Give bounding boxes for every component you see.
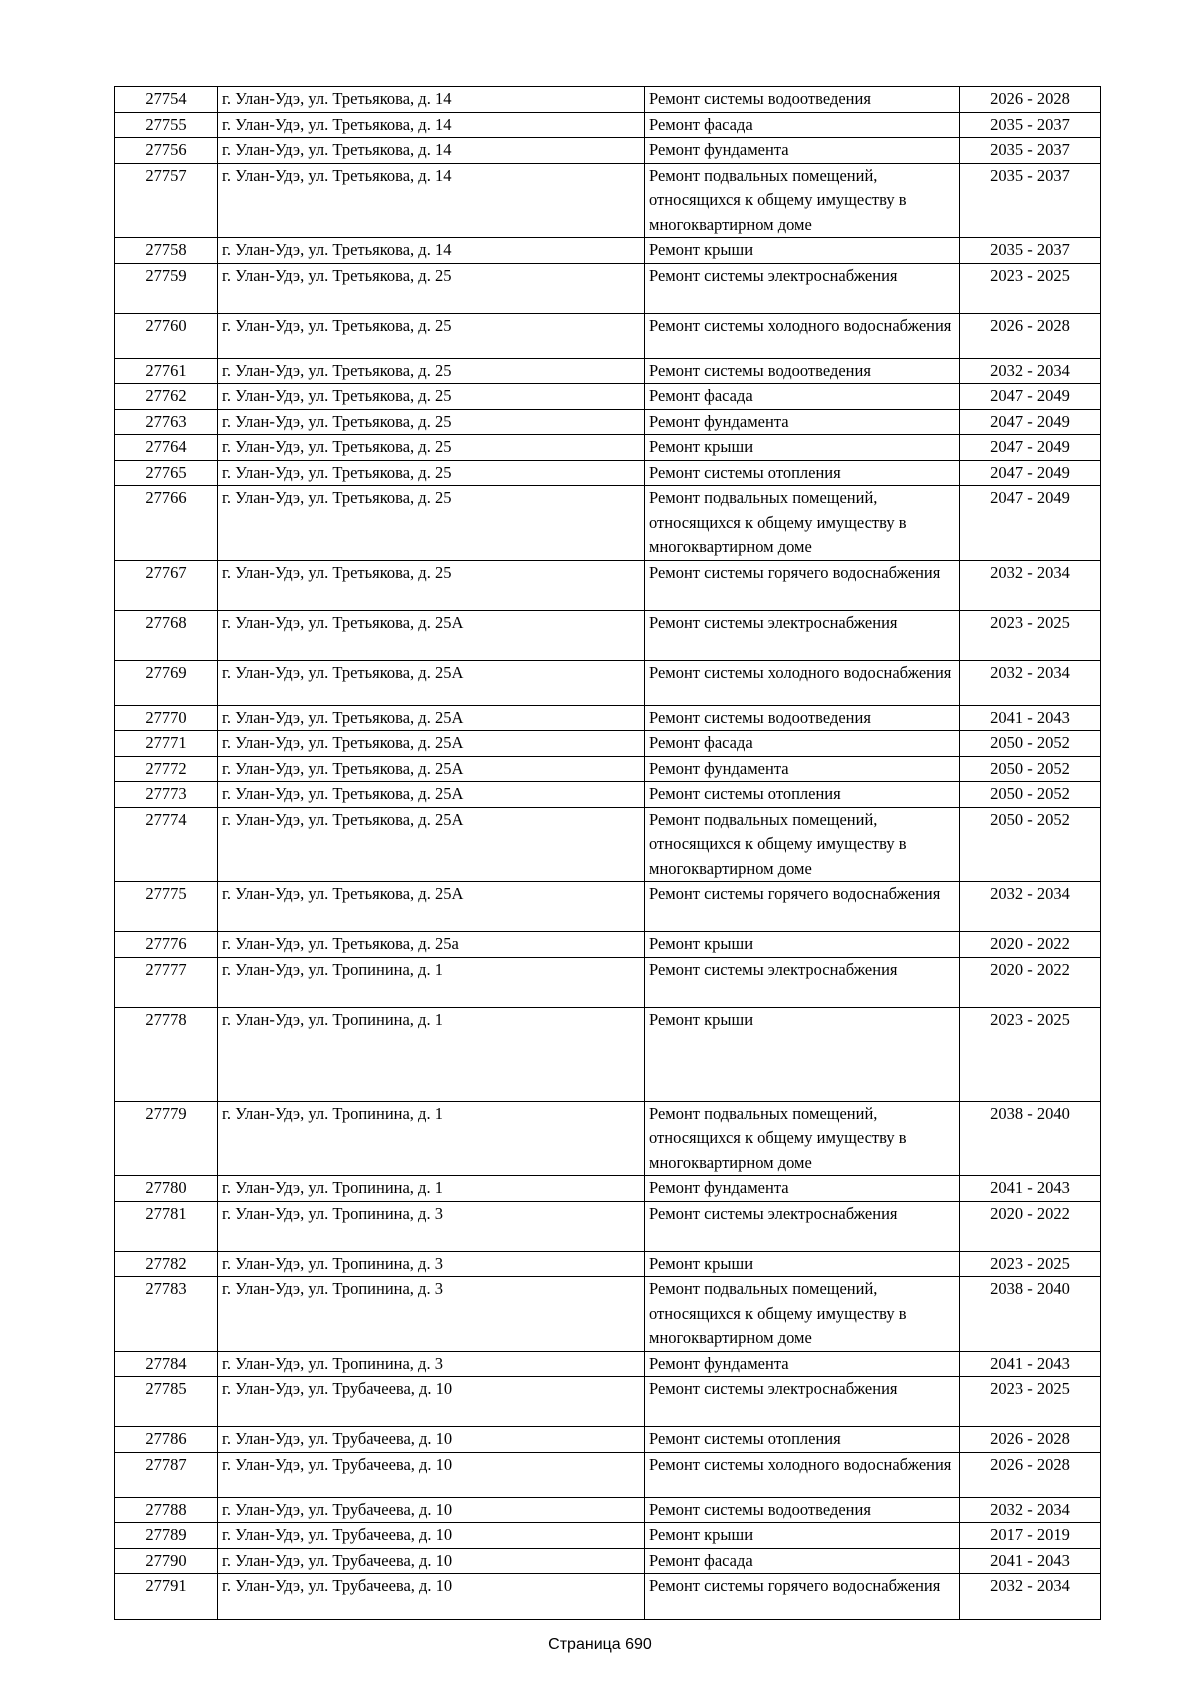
- row-work-type: Ремонт фундамента: [645, 756, 960, 782]
- table-row: [115, 560, 1101, 610]
- row-address: г. Улан-Удэ, ул. Третьякова, д. 25А: [218, 705, 645, 731]
- row-years: 2032 - 2034: [960, 560, 1101, 610]
- row-number: 27755: [115, 112, 218, 138]
- row-address: г. Улан-Удэ, ул. Третьякова, д. 25: [218, 486, 645, 561]
- row-years: 2035 - 2037: [960, 238, 1101, 264]
- row-number: 27762: [115, 384, 218, 410]
- row-work-type: Ремонт подвальных помещений, относящихся к общему имуществу в многоквартирном доме: [645, 1101, 960, 1176]
- row-work-type: Ремонт системы электроснабжения: [645, 610, 960, 660]
- row-work-type: Ремонт системы горячего водоснабжения: [645, 1574, 960, 1620]
- table-row: [115, 358, 1101, 384]
- row-number: 27761: [115, 358, 218, 384]
- row-work-type: Ремонт системы отопления: [645, 1427, 960, 1453]
- row-work-type: Ремонт фасада: [645, 384, 960, 410]
- table-row: [115, 932, 1101, 958]
- row-years: 2023 - 2025: [960, 610, 1101, 660]
- row-address: г. Улан-Удэ, ул. Третьякова, д. 14: [218, 112, 645, 138]
- row-work-type: Ремонт системы отопления: [645, 782, 960, 808]
- page-number: Страница 690: [548, 1636, 652, 1653]
- row-address: г. Улан-Удэ, ул. Третьякова, д. 25: [218, 409, 645, 435]
- row-number: 27784: [115, 1351, 218, 1377]
- row-address: г. Улан-Удэ, ул. Третьякова, д. 25А: [218, 807, 645, 882]
- row-number: 27785: [115, 1377, 218, 1427]
- row-years: 2017 - 2019: [960, 1523, 1101, 1549]
- row-work-type: Ремонт системы холодного водоснабжения: [645, 1452, 960, 1497]
- table-row: [115, 1251, 1101, 1277]
- row-work-type: Ремонт крыши: [645, 932, 960, 958]
- row-number: 27778: [115, 1007, 218, 1101]
- table-row: [115, 409, 1101, 435]
- row-number: 27791: [115, 1574, 218, 1620]
- row-number: 27775: [115, 882, 218, 932]
- table-row: [115, 313, 1101, 358]
- row-address: г. Улан-Удэ, ул. Третьякова, д. 25а: [218, 932, 645, 958]
- row-address: г. Улан-Удэ, ул. Третьякова, д. 25: [218, 560, 645, 610]
- table-row: [115, 882, 1101, 932]
- row-address: г. Улан-Удэ, ул. Третьякова, д. 25А: [218, 731, 645, 757]
- table-row: [115, 1351, 1101, 1377]
- row-address: г. Улан-Удэ, ул. Тропинина, д. 3: [218, 1251, 645, 1277]
- row-address: г. Улан-Удэ, ул. Трубачеева, д. 10: [218, 1377, 645, 1427]
- table-row: [115, 1548, 1101, 1574]
- row-years: 2020 - 2022: [960, 932, 1101, 958]
- row-years: 2026 - 2028: [960, 1452, 1101, 1497]
- row-address: г. Улан-Удэ, ул. Тропинина, д. 3: [218, 1351, 645, 1377]
- row-address: г. Улан-Удэ, ул. Третьякова, д. 14: [218, 238, 645, 264]
- row-number: 27787: [115, 1452, 218, 1497]
- row-work-type: Ремонт системы водоотведения: [645, 358, 960, 384]
- row-years: 2047 - 2049: [960, 384, 1101, 410]
- row-address: г. Улан-Удэ, ул. Третьякова, д. 25А: [218, 782, 645, 808]
- row-years: 2050 - 2052: [960, 807, 1101, 882]
- row-years: 2023 - 2025: [960, 1251, 1101, 1277]
- row-years: 2023 - 2025: [960, 263, 1101, 313]
- table-row: [115, 1007, 1101, 1101]
- table-row: [115, 756, 1101, 782]
- row-number: 27788: [115, 1497, 218, 1523]
- row-work-type: Ремонт системы горячего водоснабжения: [645, 882, 960, 932]
- row-years: 2041 - 2043: [960, 1548, 1101, 1574]
- row-number: 27769: [115, 660, 218, 705]
- row-work-type: Ремонт системы холодного водоснабжения: [645, 660, 960, 705]
- row-work-type: Ремонт фасада: [645, 1548, 960, 1574]
- row-address: г. Улан-Удэ, ул. Трубачеева, д. 10: [218, 1548, 645, 1574]
- row-address: г. Улан-Удэ, ул. Тропинина, д. 1: [218, 1176, 645, 1202]
- row-number: 27763: [115, 409, 218, 435]
- row-number: 27757: [115, 163, 218, 238]
- table-row: [115, 1277, 1101, 1352]
- table-row: [115, 1101, 1101, 1176]
- row-number: 27759: [115, 263, 218, 313]
- table-row: [115, 1176, 1101, 1202]
- row-number: 27773: [115, 782, 218, 808]
- table-row: [115, 957, 1101, 1007]
- row-address: г. Улан-Удэ, ул. Третьякова, д. 14: [218, 163, 645, 238]
- row-address: г. Улан-Удэ, ул. Третьякова, д. 25: [218, 358, 645, 384]
- row-years: 2020 - 2022: [960, 957, 1101, 1007]
- row-address: г. Улан-Удэ, ул. Трубачеева, д. 10: [218, 1497, 645, 1523]
- row-number: 27770: [115, 705, 218, 731]
- row-years: 2041 - 2043: [960, 1351, 1101, 1377]
- row-number: 27774: [115, 807, 218, 882]
- row-years: 2032 - 2034: [960, 358, 1101, 384]
- row-years: 2041 - 2043: [960, 705, 1101, 731]
- row-years: 2047 - 2049: [960, 435, 1101, 461]
- table-row: [115, 1523, 1101, 1549]
- row-work-type: Ремонт системы электроснабжения: [645, 1201, 960, 1251]
- row-work-type: Ремонт фундамента: [645, 409, 960, 435]
- row-work-type: Ремонт фундамента: [645, 1176, 960, 1202]
- row-number: 27767: [115, 560, 218, 610]
- table-row: [115, 1377, 1101, 1427]
- table-row: [115, 660, 1101, 705]
- row-number: 27771: [115, 731, 218, 757]
- table-body: [115, 87, 1101, 1620]
- row-number: 27772: [115, 756, 218, 782]
- table-row: [115, 1427, 1101, 1453]
- row-work-type: Ремонт фундамента: [645, 1351, 960, 1377]
- row-address: г. Улан-Удэ, ул. Третьякова, д. 25А: [218, 660, 645, 705]
- table-row: [115, 486, 1101, 561]
- row-number: 27754: [115, 87, 218, 113]
- row-years: 2035 - 2037: [960, 163, 1101, 238]
- row-work-type: Ремонт крыши: [645, 238, 960, 264]
- row-years: 2050 - 2052: [960, 782, 1101, 808]
- row-address: г. Улан-Удэ, ул. Тропинина, д. 1: [218, 1101, 645, 1176]
- row-years: 2032 - 2034: [960, 1574, 1101, 1620]
- row-number: 27782: [115, 1251, 218, 1277]
- row-address: г. Улан-Удэ, ул. Тропинина, д. 3: [218, 1201, 645, 1251]
- table-row: [115, 460, 1101, 486]
- row-address: г. Улан-Удэ, ул. Трубачеева, д. 10: [218, 1574, 645, 1620]
- row-address: г. Улан-Удэ, ул. Третьякова, д. 25А: [218, 882, 645, 932]
- row-years: 2038 - 2040: [960, 1101, 1101, 1176]
- row-address: г. Улан-Удэ, ул. Трубачеева, д. 10: [218, 1427, 645, 1453]
- row-number: 27781: [115, 1201, 218, 1251]
- row-work-type: Ремонт подвальных помещений, относящихся к общему имуществу в многоквартирном доме: [645, 1277, 960, 1352]
- table-row: [115, 263, 1101, 313]
- table-row: [115, 112, 1101, 138]
- row-years: 2050 - 2052: [960, 756, 1101, 782]
- row-years: 2026 - 2028: [960, 313, 1101, 358]
- table-row: [115, 435, 1101, 461]
- row-number: 27768: [115, 610, 218, 660]
- row-work-type: Ремонт системы электроснабжения: [645, 1377, 960, 1427]
- table-row: [115, 705, 1101, 731]
- table-row: [115, 163, 1101, 238]
- row-address: г. Улан-Удэ, ул. Трубачеева, д. 10: [218, 1523, 645, 1549]
- table-row: [115, 782, 1101, 808]
- row-address: г. Улан-Удэ, ул. Третьякова, д. 25А: [218, 610, 645, 660]
- row-address: г. Улан-Удэ, ул. Третьякова, д. 25: [218, 460, 645, 486]
- row-address: г. Улан-Удэ, ул. Третьякова, д. 25А: [218, 756, 645, 782]
- row-years: 2038 - 2040: [960, 1277, 1101, 1352]
- row-address: г. Улан-Удэ, ул. Третьякова, д. 14: [218, 138, 645, 164]
- row-work-type: Ремонт крыши: [645, 1007, 960, 1101]
- row-work-type: Ремонт крыши: [645, 1251, 960, 1277]
- table-row: [115, 807, 1101, 882]
- row-work-type: Ремонт крыши: [645, 435, 960, 461]
- row-years: 2050 - 2052: [960, 731, 1101, 757]
- row-work-type: Ремонт фасада: [645, 112, 960, 138]
- row-address: г. Улан-Удэ, ул. Тропинина, д. 3: [218, 1277, 645, 1352]
- row-work-type: Ремонт фундамента: [645, 138, 960, 164]
- row-years: 2035 - 2037: [960, 138, 1101, 164]
- row-number: 27786: [115, 1427, 218, 1453]
- row-years: 2026 - 2028: [960, 87, 1101, 113]
- table-row: [115, 610, 1101, 660]
- row-number: 27764: [115, 435, 218, 461]
- row-number: 27760: [115, 313, 218, 358]
- row-work-type: Ремонт системы холодного водоснабжения: [645, 313, 960, 358]
- row-work-type: Ремонт системы водоотведения: [645, 1497, 960, 1523]
- row-number: 27756: [115, 138, 218, 164]
- row-address: г. Улан-Удэ, ул. Третьякова, д. 14: [218, 87, 645, 113]
- row-address: г. Улан-Удэ, ул. Трубачеева, д. 10: [218, 1452, 645, 1497]
- row-work-type: Ремонт крыши: [645, 1523, 960, 1549]
- table-row: [115, 1574, 1101, 1620]
- table-row: [115, 1452, 1101, 1497]
- row-work-type: Ремонт системы водоотведения: [645, 87, 960, 113]
- table-row: [115, 731, 1101, 757]
- row-number: 27765: [115, 460, 218, 486]
- row-years: 2032 - 2034: [960, 882, 1101, 932]
- row-work-type: Ремонт системы горячего водоснабжения: [645, 560, 960, 610]
- row-years: 2023 - 2025: [960, 1377, 1101, 1427]
- row-years: 2023 - 2025: [960, 1007, 1101, 1101]
- table-row: [115, 1497, 1101, 1523]
- row-work-type: Ремонт подвальных помещений, относящихся к общему имуществу в многоквартирном доме: [645, 807, 960, 882]
- table-row: [115, 384, 1101, 410]
- row-years: 2047 - 2049: [960, 460, 1101, 486]
- table-row: [115, 138, 1101, 164]
- row-years: 2032 - 2034: [960, 1497, 1101, 1523]
- row-number: 27780: [115, 1176, 218, 1202]
- table-row: [115, 87, 1101, 113]
- row-work-type: Ремонт подвальных помещений, относящихся к общему имуществу в многоквартирном доме: [645, 486, 960, 561]
- row-work-type: Ремонт подвальных помещений, относящихся к общему имуществу в многоквартирном доме: [645, 163, 960, 238]
- row-address: г. Улан-Удэ, ул. Тропинина, д. 1: [218, 1007, 645, 1101]
- row-address: г. Улан-Удэ, ул. Третьякова, д. 25: [218, 313, 645, 358]
- row-years: 2047 - 2049: [960, 486, 1101, 561]
- table-row: [115, 238, 1101, 264]
- row-number: 27776: [115, 932, 218, 958]
- row-years: 2026 - 2028: [960, 1427, 1101, 1453]
- row-work-type: Ремонт системы водоотведения: [645, 705, 960, 731]
- row-years: 2041 - 2043: [960, 1176, 1101, 1202]
- table-row: [115, 1201, 1101, 1251]
- row-number: 27758: [115, 238, 218, 264]
- row-address: г. Улан-Удэ, ул. Третьякова, д. 25: [218, 435, 645, 461]
- repair-schedule-table: [114, 86, 1101, 1620]
- row-years: 2020 - 2022: [960, 1201, 1101, 1251]
- row-number: 27789: [115, 1523, 218, 1549]
- row-number: 27783: [115, 1277, 218, 1352]
- row-address: г. Улан-Удэ, ул. Тропинина, д. 1: [218, 957, 645, 1007]
- row-work-type: Ремонт системы отопления: [645, 460, 960, 486]
- row-number: 27766: [115, 486, 218, 561]
- row-number: 27777: [115, 957, 218, 1007]
- row-work-type: Ремонт фасада: [645, 731, 960, 757]
- row-years: 2035 - 2037: [960, 112, 1101, 138]
- row-work-type: Ремонт системы электроснабжения: [645, 263, 960, 313]
- row-address: г. Улан-Удэ, ул. Третьякова, д. 25: [218, 384, 645, 410]
- row-address: г. Улан-Удэ, ул. Третьякова, д. 25: [218, 263, 645, 313]
- row-years: 2032 - 2034: [960, 660, 1101, 705]
- row-work-type: Ремонт системы электроснабжения: [645, 957, 960, 1007]
- row-number: 27790: [115, 1548, 218, 1574]
- row-years: 2047 - 2049: [960, 409, 1101, 435]
- row-number: 27779: [115, 1101, 218, 1176]
